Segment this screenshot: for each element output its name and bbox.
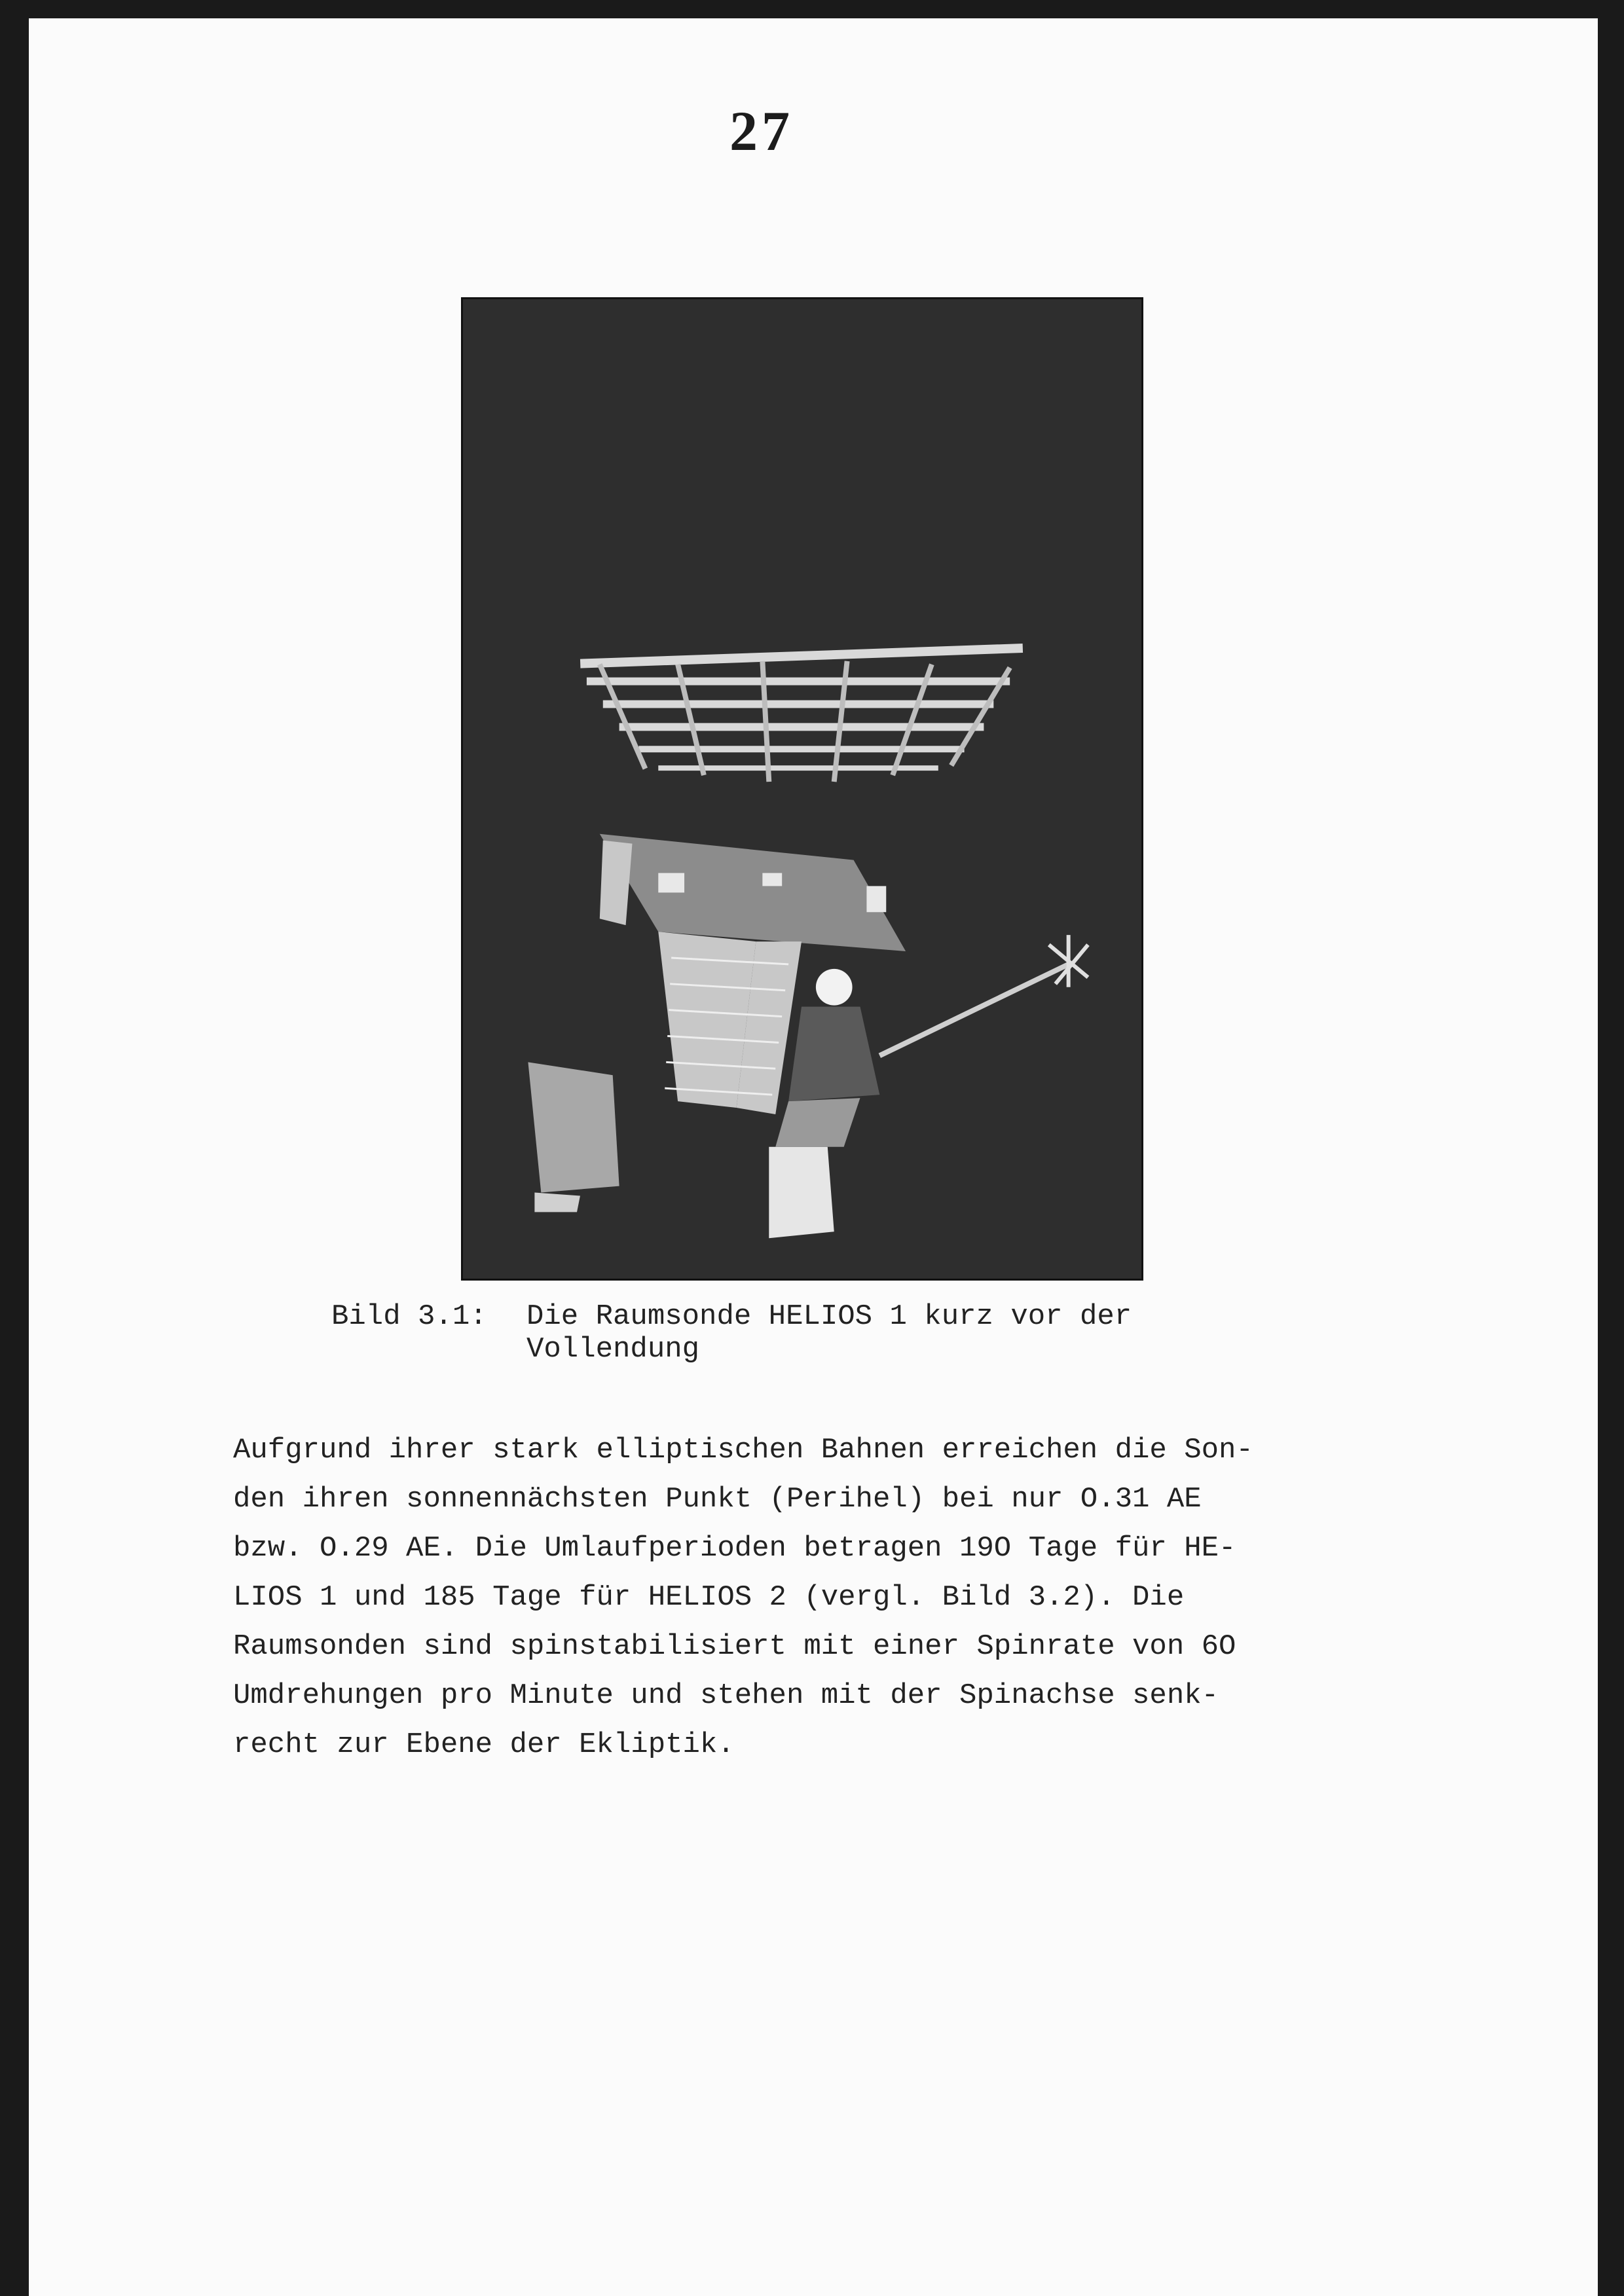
document-page [29, 18, 1598, 2296]
paragraph-line: bzw. O.29 AE. Die Umlaufperioden betragen 19O Tage für HE- [233, 1532, 1236, 1565]
paragraph-line: Raumsonden sind spinstabilisiert mit einer Spinrate von 6O [233, 1630, 1236, 1663]
paragraph-line: den ihren sonnennächsten Punkt (Perihel) bei nur O.31 AE [233, 1483, 1202, 1516]
caption-line-1: Die Raumsonde HELIOS 1 kurz vor der [526, 1300, 1132, 1333]
spacecraft-photo [461, 297, 1143, 1281]
figure-label: Bild 3.1: [331, 1300, 487, 1333]
page-number: 27 [729, 100, 794, 162]
figure-caption [331, 1300, 1132, 1366]
paragraph-line: Aufgrund ihrer stark elliptischen Bahnen erreichen die Son- [233, 1434, 1253, 1467]
caption-line-2: Vollendung [526, 1333, 700, 1366]
paragraph-line: Umdrehungen pro Minute und stehen mit der Spinachse senk- [233, 1679, 1219, 1712]
paragraph-line: recht zur Ebene der Ekliptik. [233, 1728, 735, 1761]
body-paragraph [233, 1426, 1399, 1770]
paragraph-line: LIOS 1 und 185 Tage für HELIOS 2 (vergl. Bild 3.2). Die [233, 1581, 1185, 1614]
